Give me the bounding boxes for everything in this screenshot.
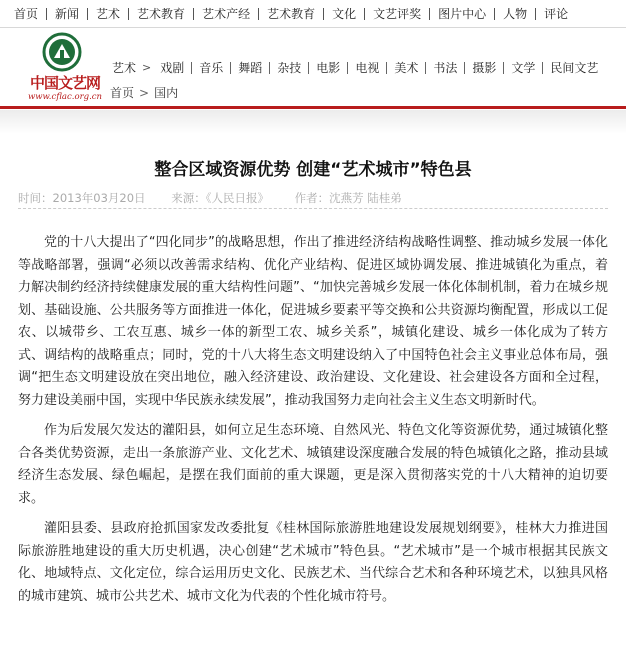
sub-nav-item[interactable]: 文学 [504,62,543,74]
article-source: 来源：《人民日报》 [171,191,269,205]
top-nav-item[interactable]: 文艺评奖 [365,8,430,20]
site-logo[interactable] [18,32,108,106]
header-red-rule [0,106,626,109]
meta-divider [18,208,608,209]
top-nav-item[interactable]: 人物 [495,8,536,20]
breadcrumb-home[interactable]: 首页 [110,86,135,100]
sub-nav-item[interactable]: 电视 [348,62,387,74]
sub-nav-item[interactable]: 电影 [309,62,348,74]
article-meta [18,190,608,206]
top-navigation [0,0,626,28]
article-paragraph: 作为后发展欠发达的灌阳县，如何立足生态环境、自然风光、特色文化等资源优势，通过城镇化整合各类优势资源，走出一条旅游产业、文化艺术、城镇建设深度融合发展的特色城镇化之路，推动县域经济生态发展、绿色崛起，是摆在我们面前的重大课题，更是深入贯彻落实党的十八大精神的迫切要求。 [18,423,608,506]
breadcrumb-separator: > [139,85,150,100]
article-paragraph: 灌阳县委、县政府抢抓国家发改委批复《桂林国际旅游胜地建设发展规划纲要》，桂林大力推进国际旅游胜地建设的重大历史机遇，决心创建“艺术城市”特色县。“艺术城市”是一个城市根据其民族文化、地域特点、文化定位，综合运用历史文化、民族艺术、当代综合艺术和各种环境艺术，以独具风格的城市建筑、城市公共艺术、城市文化为代表的个性化城市符号。 [18,521,608,604]
sub-navigation [108,59,605,76]
site-header [0,28,626,110]
sub-nav-item[interactable]: 书法 [426,62,465,74]
sub-nav-item[interactable]: 戏剧 [153,62,192,74]
article-title: 整合区域资源优势 创建“艺术城市”特色县 [154,160,472,180]
top-nav-item[interactable]: 艺术产经 [194,8,259,20]
top-nav-item[interactable]: 评论 [544,6,569,21]
sub-nav-item[interactable]: 美术 [387,62,426,74]
breadcrumb [110,84,178,101]
article-body [18,232,608,616]
top-nav-item[interactable]: 艺术教育 [129,8,194,20]
top-nav-item[interactable]: 新闻 [47,8,88,20]
top-nav-item[interactable]: 图片中心 [430,8,495,20]
top-nav-item[interactable]: 艺术 [88,8,129,20]
sub-nav-item[interactable]: 民间文艺 [550,60,599,75]
logo-name: 中国文艺网 [29,74,100,92]
logo-url: www.cflac.org.cn [27,92,103,102]
breadcrumb-current[interactable]: 国内 [154,86,179,100]
article-time: 时间：2013年03月20日 [18,191,146,205]
logo-emblem-icon [42,32,82,72]
top-nav-item[interactable]: 艺术教育 [259,8,324,20]
article-author: 作者：沈燕芳 陆桂弟 [294,191,402,205]
sub-nav-item[interactable]: 舞蹈 [231,62,270,74]
subnav-category[interactable]: 艺术 [112,61,137,75]
top-nav-item[interactable]: 首页 [6,8,47,20]
top-nav-item[interactable]: 文化 [324,8,365,20]
sub-nav-item[interactable]: 杂技 [270,62,309,74]
sub-nav-item[interactable]: 摄影 [465,62,504,74]
header-shadow-band [0,110,626,134]
sub-nav-item[interactable]: 音乐 [192,62,231,74]
article-paragraph: 党的十八大提出了“四化同步”的战略思想，作出了推进经济结构战略性调整、推动城乡发展一体化等战略部署，强调“必须以改善需求结构、优化产业结构、促进区域协调发展、推进城镇化为重点，着力解决制约经济持续健康发展的重大结构性问题”、“加快完善城乡发展一体化体制机制，着力在城乡规划、基础设施、公共服务等方面推进一体化，促进城乡要素平等交换和公共资源均衡配置，形成以工促农、以城带乡、工农互惠、城乡一体的新型工农、城乡关系”，城镇化建设、城乡一体化成为了转方式、调结构的战略重点；同时，党的十八大将生态文明建设纳入了中国特色社会主义事业总体布局，强调“把生态文明建设放在突出地位，融入经济建设、政治建设、文化建设、社会建设各方面和全过程，努力建设美丽中国，实现中华民族永续发展”，推动我国努力走向社会主义生态文明新时代。 [18,235,608,408]
subnav-arrow: > [142,61,152,74]
